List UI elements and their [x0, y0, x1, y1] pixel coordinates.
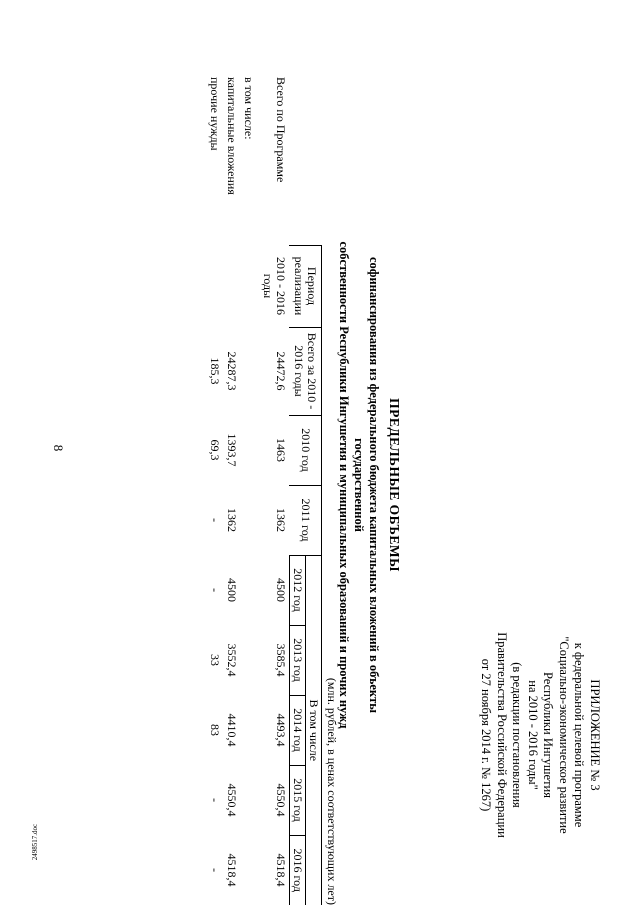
- row-value: 1463: [274, 438, 289, 462]
- row-value: 4518,4: [274, 853, 288, 887]
- header-stub: [290, 75, 322, 245]
- subtitle-line-1: софинансирования из федерального бюджета капитальных вложений в объекты государственной: [352, 257, 381, 713]
- appendix-line: ПРИЛОЖЕНИЕ № 3: [588, 679, 602, 791]
- appendix-line: к федеральной целевой программе: [572, 642, 587, 828]
- row-value: -: [208, 798, 222, 802]
- appendix-line: Республики Ингушетия: [541, 671, 556, 798]
- appendix-line: от 27 ноября 2014 г. № 1267): [479, 658, 494, 812]
- table-row: [257, 75, 290, 905]
- row-name: прочие нужды: [208, 77, 222, 151]
- rotated-content: [208, 75, 620, 905]
- row-period: [206, 245, 223, 327]
- header-year-2010: 2010 год: [290, 415, 322, 485]
- appendix-line: Правительства Российской Федерации: [495, 632, 509, 838]
- row-value: 3585,4: [274, 643, 288, 677]
- table-row: [206, 75, 223, 905]
- title-block: [336, 225, 402, 745]
- header-year-2013: 2013 год: [290, 625, 306, 695]
- page-number: 8: [51, 444, 66, 452]
- page-title: ПРЕДЕЛЬНЫЕ ОБЪЕМЫ: [387, 398, 402, 572]
- limits-table: [206, 75, 322, 905]
- row-name: капитальные вложения: [225, 77, 239, 195]
- header-year-2012: 2012 год: [290, 555, 306, 625]
- row-name: в том числе:: [242, 77, 256, 140]
- header-year-2015: 2015 год: [290, 765, 306, 835]
- row-value: 3552,4: [225, 643, 239, 677]
- table-row: [223, 75, 240, 905]
- header-period: Период реализации: [290, 245, 322, 327]
- row-name: Всего по Программе: [274, 77, 289, 183]
- row-value: 1393,7: [225, 433, 239, 467]
- header-year-2016: 2016 год: [290, 835, 306, 905]
- row-value: 4410,4: [225, 713, 239, 747]
- appendix-line: "Социально-экономическое развитие: [557, 636, 571, 834]
- header-year-2014: 2014 год: [290, 695, 306, 765]
- units-note: (млн. рублей, в ценах соответствующих лет): [325, 677, 339, 905]
- row-total: 185,3: [208, 357, 222, 385]
- header-year-2011: 2011 год: [290, 485, 322, 555]
- row-total: 24287,3: [225, 351, 239, 391]
- row-value: 4518,4: [225, 853, 239, 887]
- row-value: -: [208, 588, 222, 592]
- subtitle-line-2: собственности Республики Ингушетия и муниципальных образований и прочих нужд: [337, 241, 351, 729]
- row-value: 1362: [225, 508, 239, 532]
- row-value: 4500: [225, 578, 239, 602]
- row-value: 1362: [274, 508, 289, 532]
- appendix-note: [478, 585, 602, 885]
- row-value: 33: [208, 654, 222, 666]
- row-value: -: [208, 518, 222, 522]
- row-value: 4550,4: [225, 783, 239, 817]
- header-including: В том числе: [306, 555, 322, 905]
- row-value: 4500: [274, 578, 288, 602]
- row-period: [223, 245, 240, 327]
- appendix-line: (в редакции постановления: [510, 662, 525, 808]
- row-period: 2010 - 2016 годы: [261, 257, 289, 315]
- file-reference: 2498517.doc: [31, 823, 39, 861]
- header-total: Всего за 2010 - 2016 годы: [290, 327, 322, 415]
- row-value: 4550,4: [274, 783, 288, 817]
- row-value: 83: [208, 724, 222, 736]
- row-value: 4493,4: [274, 713, 288, 747]
- appendix-line: на 2010 - 2016 годы": [526, 680, 540, 790]
- row-value: -: [208, 868, 222, 872]
- table-row: [240, 75, 257, 905]
- row-value: 69,3: [208, 439, 222, 461]
- row-total: 24472,6: [274, 351, 289, 391]
